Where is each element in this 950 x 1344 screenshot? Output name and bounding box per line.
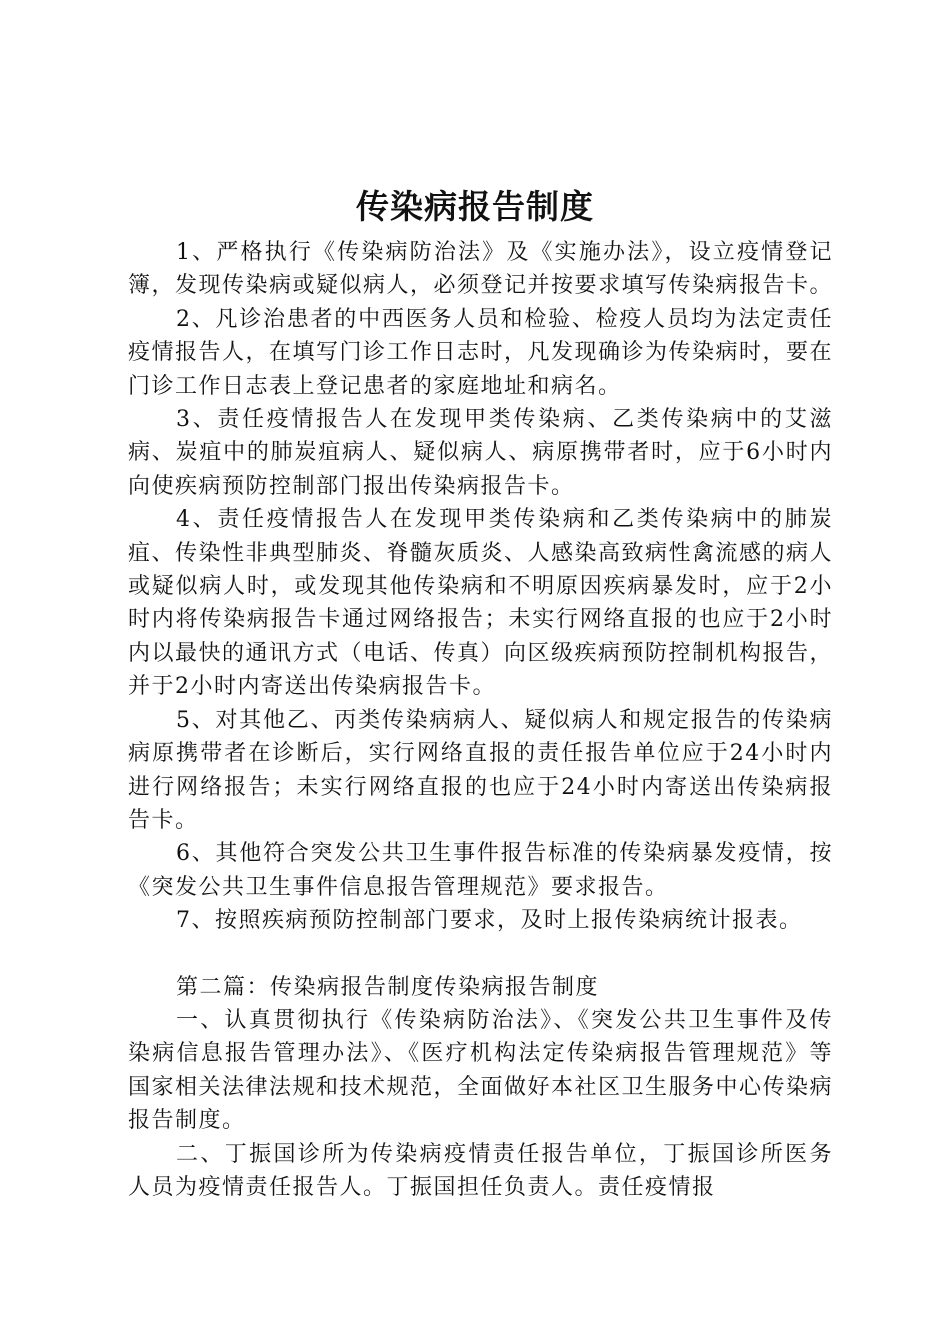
paragraph-6: 6、其他符合突发公共卫生事件报告标准的传染病暴发疫情，按《突发公共卫生事件信息报告管理规范》要求报告。	[128, 841, 833, 900]
section-gap	[128, 938, 833, 971]
document-body	[128, 236, 833, 1204]
paragraph-7: 7、按照疾病预防控制部门要求，及时上报传染病统计报表。	[176, 908, 803, 934]
document-title: 传染病报告制度	[356, 187, 594, 226]
section2-paragraph-2: 二、丁振国诊所为传染病疫情责任报告单位，丁振国诊所医务人员为疫情责任报告人。丁振国担任负责人。责任疫情报	[128, 1141, 833, 1200]
section2-heading: 第二篇：传染病报告制度传染病报告制度	[176, 974, 600, 1000]
paragraph-2: 2、凡诊治患者的中西医务人员和检验、检疫人员均为法定责任疫情报告人，在填写门诊工作日志时，凡发现确诊为传染病时，要在门诊工作日志表上登记患者的家庭地址和病名。	[128, 306, 834, 399]
paragraph-1: 1、严格执行《传染病防治法》及《实施办法》，设立疫情登记簿，发现传染病或疑似病人，必须登记并按要求填写传染病报告卡。	[128, 240, 834, 299]
paragraph-3: 3、责任疫情报告人在发现甲类传染病、乙类传染病中的艾滋病、炭疽中的肺炭疽病人、疑似病人、病原携带者时，应于6小时内向使疾病预防控制部门报出传染病报告卡。	[128, 407, 833, 499]
paragraph-5: 5、对其他乙、丙类传染病病人、疑似病人和规定报告的传染病病原携带者在诊断后，实行网络直报的责任报告单位应于24小时内进行网络报告；未实行网络直报的也应于24小时内寄送出传染病报告卡。	[128, 707, 833, 833]
section2-paragraph-1: 一、认真贯彻执行《传染病防治法》、《突发公共卫生事件及传染病信息报告管理办法》、《医疗机构法定传染病报告管理规范》等国家相关法律法规和技术规范，全面做好本社区卫生服务中心传染病报告制度。	[128, 1007, 834, 1134]
paragraph-4: 4、责任疫情报告人在发现甲类传染病和乙类传染病中的肺炭疽、传染性非典型肺炎、脊髓灰质炎、人感染高致病性禽流感的病人或疑似病人时，或发现其他传染病和不明原因疾病暴发时，应于2小时内将传染病报告卡通过网络报告；未实行网络直报的也应于2小时内以最快的通讯方式（电话、传真）向区级疾病预防控制机构报告，并于2小时内寄送出传染病报告卡。	[128, 507, 834, 700]
